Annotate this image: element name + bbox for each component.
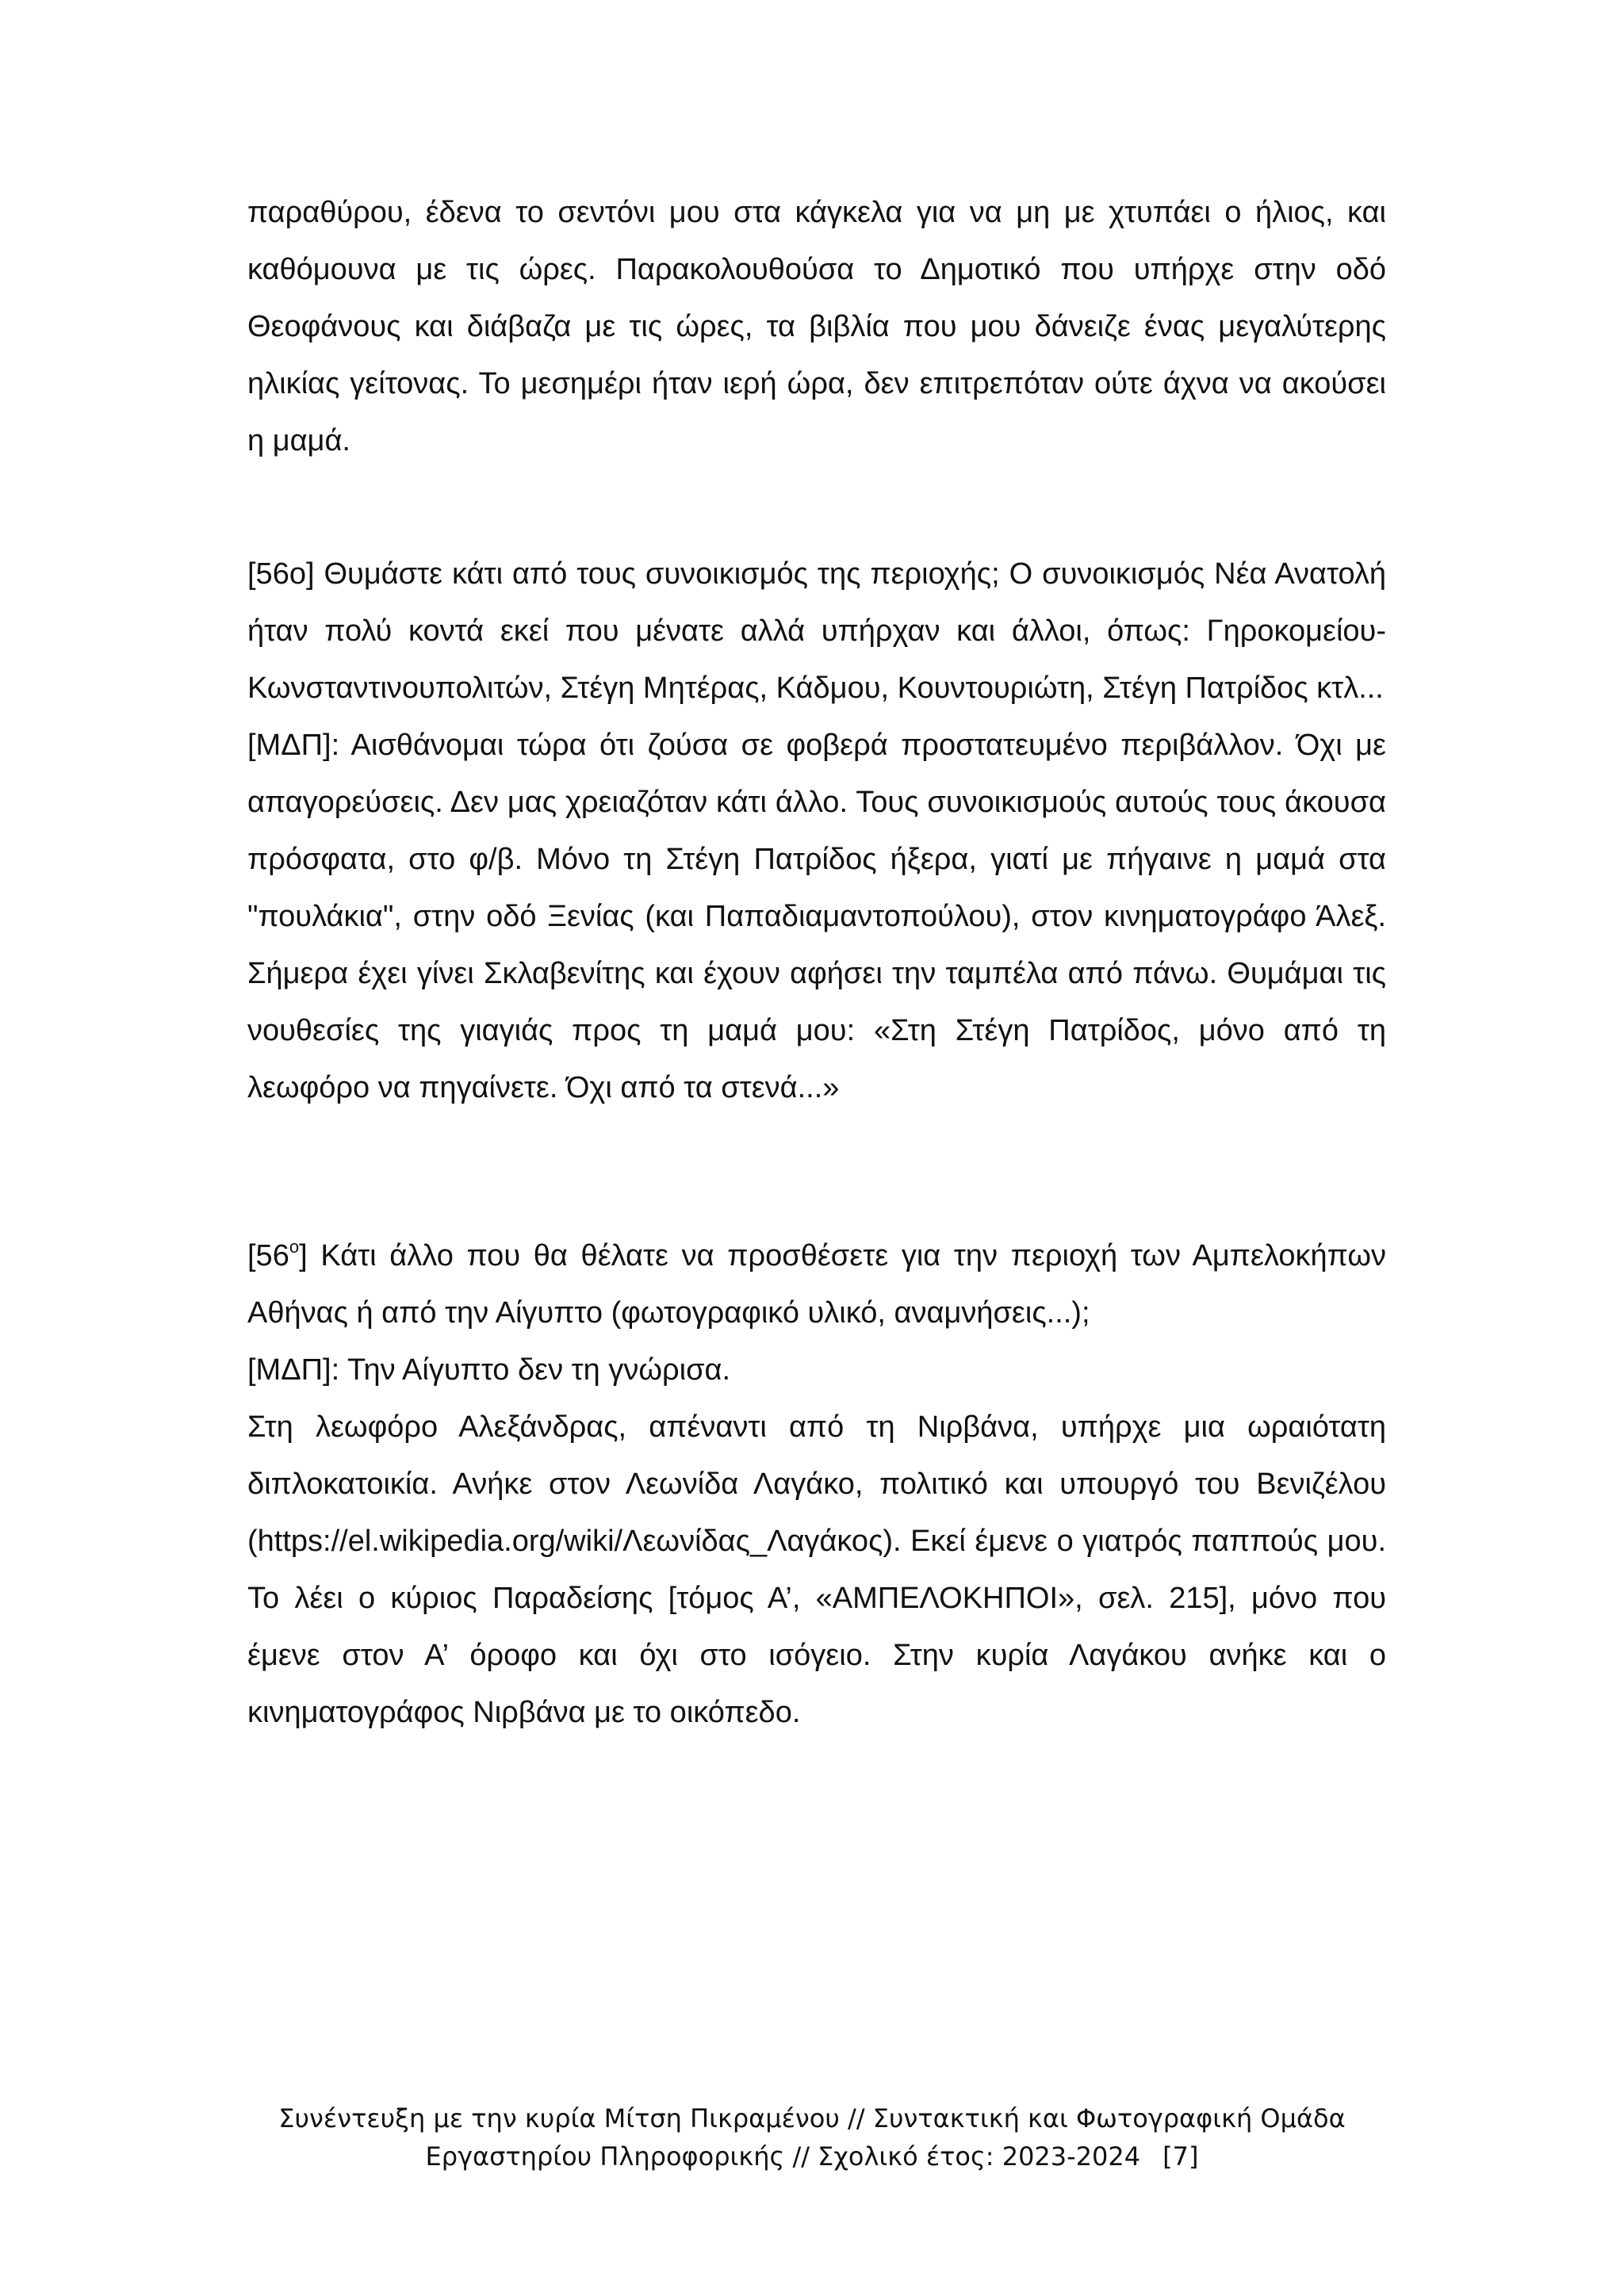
answer-56b-body: Στη λεωφόρο Αλεξάνδρας, απέναντι από τη Νιρβάνα, υπήρχε μια ωραιότατη διπλοκατοικία. Ανήκε στον Λεωνίδα Λαγάκο, πολιτικό και υπουργό του Βενιζέλου (https://el.wikipedia.org/wiki/Λεωνίδας_Λαγάκος). Εκεί έμενε ο γιατρός παππούς μου. Το λέει ο κύριος Παραδείσης [τόμος Α’, «ΑΜΠΕΛΟΚΗΠΟΙ», σελ. 215], μόνο που έμενε στον Α’ όροφο και όχι στο ισόγειο. Στην κυρία Λαγάκου ανήκε και ο κινηματογράφος Νιρβάνα με το οικόπεδο. <box>247 1410 1386 1729</box>
answer-56b-intro: [ΜΔΠ]: Την Αίγυπτο δεν τη γνώρισα. <box>247 1353 731 1387</box>
footer-line-2 <box>0 2137 1624 2175</box>
ordinal-superscript: ο <box>289 1237 300 1257</box>
question-number: [56 <box>247 1239 289 1272</box>
paragraph-continuation: παραθύρου, έδενα το σεντόνι μου στα κάγκελα για να μη με χτυπάει ο ήλιος, και καθόμουνα με τις ώρες. Παρακολουθούσα το Δημοτικό που υπήρχε στην οδό Θεοφάνους και διάβαζα με τις ώρες, τα βιβλία που μου δάνειζε ένας μεγαλύτερης ηλικίας γείτονας. Το μεσημέρι ήταν ιερή ώρα, δεν επιτρεπόταν ούτε άχνα να ακούσει η μαμά. <box>247 196 1386 457</box>
question-56b <box>247 1227 1386 1341</box>
paragraph-spacer <box>247 1116 1386 1227</box>
question-56a: [56ο] Θυμάστε κάτι από τους συνοικισμός της περιοχής; Ο συνοικισμός Νέα Ανατολή ήταν πολύ κοντά εκεί που μένατε αλλά υπήρχαν και άλλοι, όπως: Γηροκομείου-Κωνσταντινουπολιτών, Στέγη Μητέρας, Κάδμου, Κουντουριώτη, Στέγη Πατρίδος κτλ... <box>247 557 1386 705</box>
paragraph-spacer <box>247 469 1386 545</box>
page-footer <box>0 2099 1624 2175</box>
question-text: ] Κάτι άλλο που θα θέλατε να προσθέσετε για την περιοχή των Αμπελοκήπων Αθήνας ή από την Αίγυπτο (φωτογραφικό υλικό, αναμνήσεις...); <box>247 1239 1386 1330</box>
footer-line-1: Συνέντευξη με την κυρία Μίτση Πικραμένου // Συντακτική και Φωτογραφική Ομάδα <box>278 2103 1346 2133</box>
page-body <box>247 184 1386 1741</box>
answer-56a: [ΜΔΠ]: Αισθάνομαι τώρα ότι ζούσα σε φοβερά προστατευμένο περιβάλλον. Όχι με απαγορεύσεις. Δεν μας χρειαζόταν κάτι άλλο. Τους συνοικισμούς αυτούς τους άκουσα πρόσφατα, στο φ/β. Μόνο τη Στέγη Πατρίδος ήξερα, γιατί με πήγαινε η μαμά στα "πουλάκια", στην οδό Ξενίας (και Παπαδιαμαντοπούλου), στον κινηματογράφο Άλεξ. Σήμερα έχει γίνει Σκλαβενίτης και έχουν αφήσει την ταμπέλα από πάνω. Θυμάμαι τις νουθεσίες της γιαγιάς προς τη μαμά μου: «Στη Στέγη Πατρίδος, μόνο από τη λεωφόρο να πηγαίνετε. Όχι από τα στενά...» <box>247 729 1386 1104</box>
footer-school-year: Εργαστηρίου Πληροφορικής // Σχολικό έτος: 2023-2024 <box>425 2141 1141 2172</box>
page-number: [7] <box>1162 2141 1199 2172</box>
